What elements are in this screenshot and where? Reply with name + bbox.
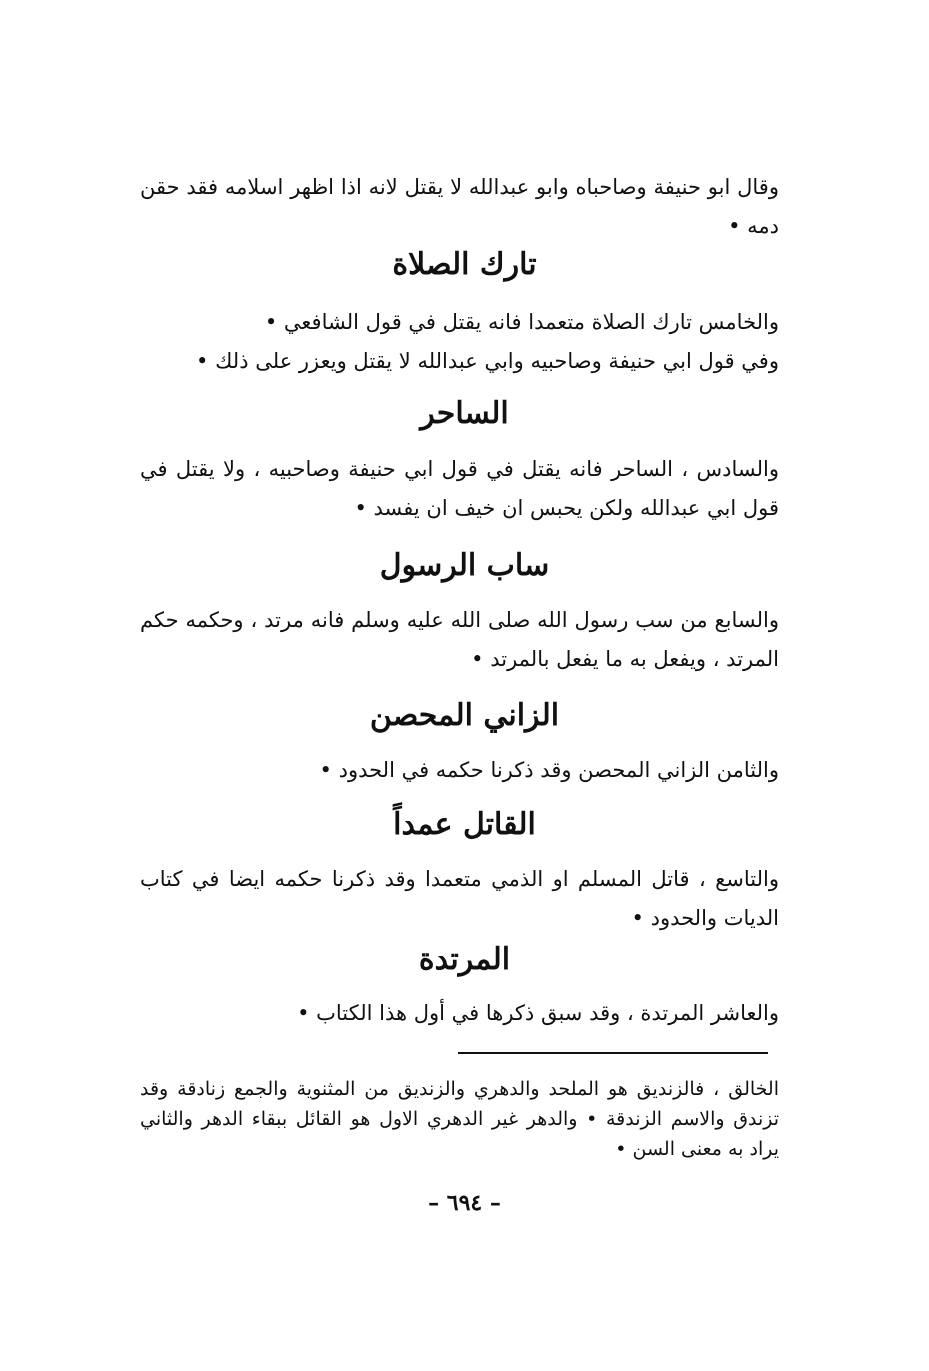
heading-intentional-killer: القاتل عمداً [393, 807, 536, 842]
footnote: الخالق ، فالزنديق هو الملحد والدهري والزنديق من المثنوية والجمع زنادقة وقد تزندق والاسم الزندقة • والدهر غير الدهري الاول هو القائل ببقاء الدهر والثاني يراد به معنى السن • [140, 1078, 779, 1160]
heading-sorcerer: الساحر [420, 396, 509, 431]
heading-prayer-abandoner: تارك الصلاة [392, 247, 537, 282]
paragraph-ninth: والتاسع ، قاتل المسلم او الذمي متعمدا وقد ذكرنا حكمه ايضا في كتاب الديات والحدود • [140, 867, 779, 930]
heading-apostate-woman: المرتدة [418, 942, 511, 977]
paragraph-intro: وقال ابو حنيفة وصاحباه وابو عبدالله لا يقتل لانه اذا اظهر اسلامه فقد حقن دمه • [140, 175, 779, 238]
paragraph-seventh: والسابع من سب رسول الله صلى الله عليه وسلم فانه مرتد ، وحكمه حكم المرتد ، ويفعل به ما يفعل بالمرتد • [140, 608, 779, 671]
paragraph-fifth: والخامس تارك الصلاة متعمدا فانه يقتل في قول الشافعي • [264, 310, 779, 334]
footnote-divider [458, 1052, 768, 1054]
paragraph-sixth: والسادس ، الساحر فانه يقتل في قول ابي حنيفة وصاحبيه ، ولا يقتل في قول ابي عبدالله ولكن يحبس ان خيف ان يفسد • [140, 457, 779, 520]
paragraph-eighth: والثامن الزاني المحصن وقد ذكرنا حكمه في الحدود • [319, 758, 779, 782]
page-number: – ٦٩٤ – [428, 1190, 501, 1216]
paragraph-fifth-opinion: وفي قول ابي حنيفة وصاحبيه وابي عبدالله لا يقتل ويعزر على ذلك • [196, 349, 779, 373]
paragraph-tenth: والعاشر المرتدة ، وقد سبق ذكرها في أول هذا الكتاب • [297, 1001, 779, 1025]
heading-insulter-of-prophet: ساب الرسول [379, 548, 550, 583]
heading-married-adulterer: الزاني المحصن [369, 698, 560, 733]
